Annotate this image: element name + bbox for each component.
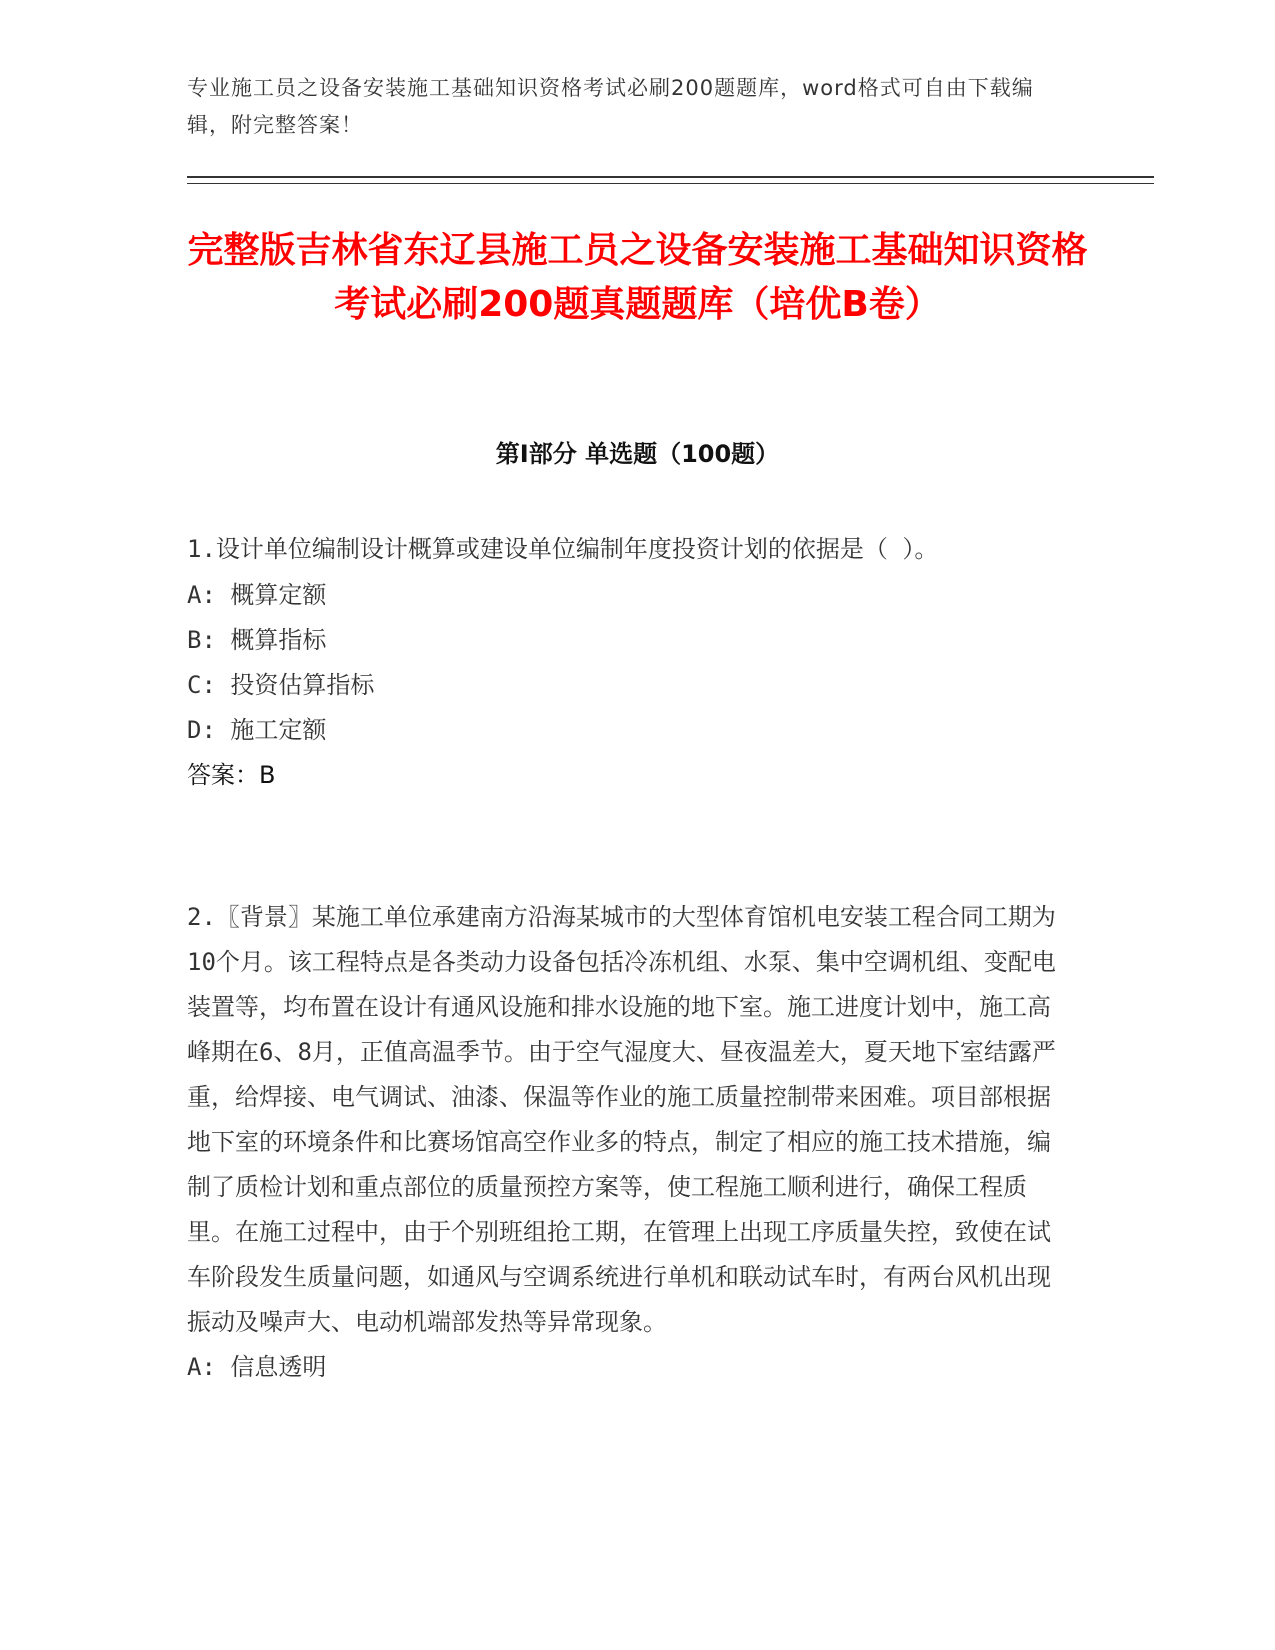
question-2-text: 2.〖背景〗某施工单位承建南方沿海某城市的大型体育馆机电安装工程合同工期为10个月。该工程特点是各类动力设备包括冷冻机组、水泵、集中空调机组、变配电装置等，均布置在设计有通风设施和排水设施的地下室。施工进度计划中，施工高峰期在6、8月，正值高温季节。由于空气湿度大、昼夜温差大，夏天地下室结露严重，给焊接、电气调试、油漆、保温等作业的施工质量控制带来困难。项目部根据地下室的环境条件和比赛场馆高空作业多的特点，制定了相应的施工技术措施，编制了质检计划和重点部位的质量预控方案等，使工程施工顺利进行，确保工程质里。在施工过程中，由于个别班组抢工期，在管理上出现工序质量失控，致使在试车阶段发生质量问题，如通风与空调系统进行单机和联动试车时，有两台风机出现振动及噪声大、电动机端部发热等异常现象。 xyxy=(187,903,1056,1336)
question-1-answer: 答案：B xyxy=(187,761,276,789)
question-2-option-a: A: 信息透明 xyxy=(187,1353,327,1381)
header-divider-thin xyxy=(187,183,1154,184)
question-1-option-a: A: 概算定额 xyxy=(187,581,327,609)
document-title: 完整版吉林省东辽县施工员之设备安装施工基础知识资格考试必刷200题真题题库（培优B卷） xyxy=(187,230,1088,325)
question-1-option-c: C: 投资估算指标 xyxy=(187,671,375,699)
question-2 xyxy=(187,895,1067,1390)
document-header-note: 专业施工员之设备安装施工基础知识资格考试必刷200题题库，word格式可自由下载编辑，附完整答案！ xyxy=(187,76,1034,137)
header-divider-thick xyxy=(187,176,1154,178)
question-1-option-b: B: 概算指标 xyxy=(187,626,327,654)
question-1-text: 1.设计单位编制设计概算或建设单位编制年度投资计划的依据是（ ）。 xyxy=(187,535,939,563)
question-1 xyxy=(187,526,1067,798)
section-title: 第I部分 单选题（100题） xyxy=(495,440,780,468)
question-1-option-d: D: 施工定额 xyxy=(187,716,327,744)
